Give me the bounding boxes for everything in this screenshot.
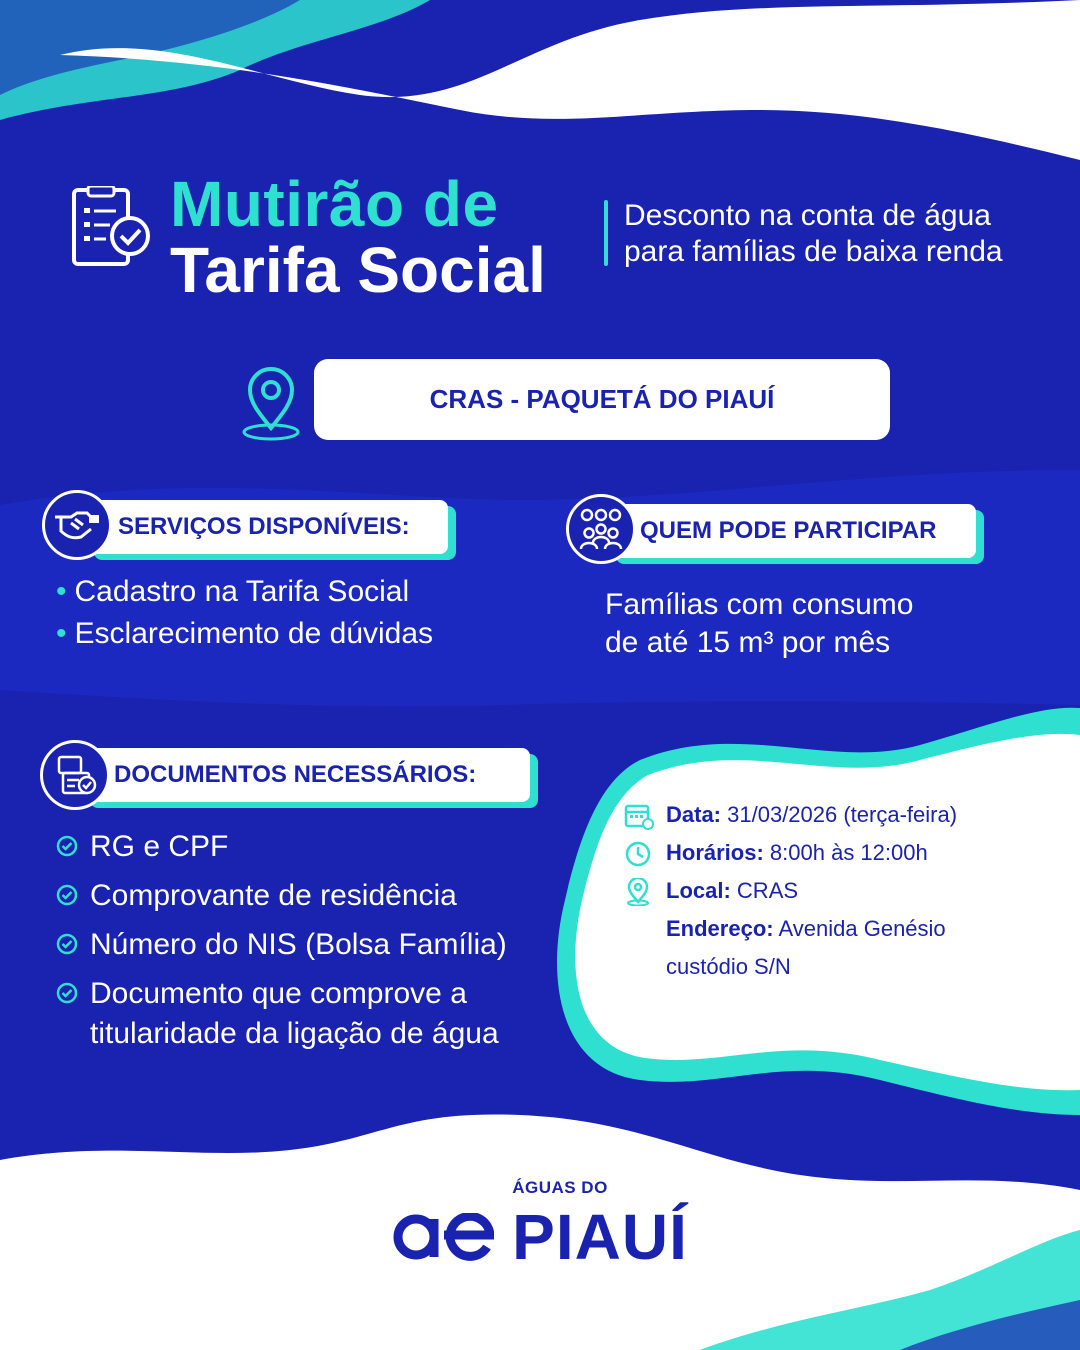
services-badge — [42, 490, 112, 560]
services-heading: SERVIÇOS DISPONÍVEIS: — [86, 500, 448, 554]
title-divider — [604, 200, 608, 266]
brand-word: PIAUÍ — [512, 1201, 688, 1273]
clock-icon — [624, 840, 654, 868]
services-list — [56, 571, 433, 655]
list-item: Número do NIS (Bolsa Família) — [56, 925, 556, 965]
documents-heading: DOCUMENTOS NECESSÁRIOS: — [82, 748, 530, 802]
brand-small-text: ÁGUAS DO — [512, 1178, 608, 1197]
subtitle-line-2: para famílias de baixa renda — [624, 235, 1003, 268]
event-place: Local: CRAS — [624, 872, 1044, 910]
check-circle-icon — [56, 835, 78, 857]
list-item: Documento que comprove a titularidade da ligação de água — [56, 974, 556, 1054]
calendar-icon — [624, 802, 654, 830]
location-pin-icon — [240, 364, 302, 442]
check-circle-icon — [56, 982, 78, 1004]
brand-logo — [0, 1200, 1080, 1274]
event-hours: Horários: 8:00h às 12:00h — [624, 834, 1044, 872]
title-line-2: Tarifa Social — [170, 234, 546, 306]
handshake-icon — [53, 505, 101, 545]
ae-logo-icon — [392, 1213, 494, 1261]
subtitle — [624, 198, 1003, 270]
documents-badge — [40, 740, 110, 810]
event-address: Endereço: Avenida Genésio custódio S/N — [666, 916, 946, 979]
list-item: Comprovante de residência — [56, 876, 556, 916]
location-pin-icon — [624, 878, 654, 906]
event-date: Data: 31/03/2026 (terça-feira) — [624, 796, 1044, 834]
list-item: RG e CPF — [56, 827, 556, 867]
eligibility-line-2: de até 15 m³ por mês — [605, 626, 891, 659]
location-pill: CRAS - PAQUETÁ DO PIAUÍ — [314, 359, 890, 440]
event-info — [624, 796, 1044, 986]
check-circle-icon — [56, 884, 78, 906]
title-line-1: Mutirão de — [170, 168, 499, 240]
eligibility-text — [605, 586, 913, 662]
list-item: • Cadastro na Tarifa Social — [56, 575, 410, 608]
documents-list — [56, 827, 556, 1063]
checklist-icon — [70, 186, 152, 268]
list-item: • Esclarecimento de dúvidas — [56, 617, 434, 650]
people-group-icon — [577, 507, 625, 551]
eligibility-line-1: Famílias com consumo — [605, 588, 914, 621]
document-check-icon — [53, 753, 97, 797]
check-circle-icon — [56, 933, 78, 955]
eligibility-badge — [566, 494, 636, 564]
subtitle-line-1: Desconto na conta de água — [624, 199, 991, 232]
page-title — [170, 168, 546, 306]
eligibility-heading: QUEM PODE PARTICIPAR — [608, 504, 976, 558]
